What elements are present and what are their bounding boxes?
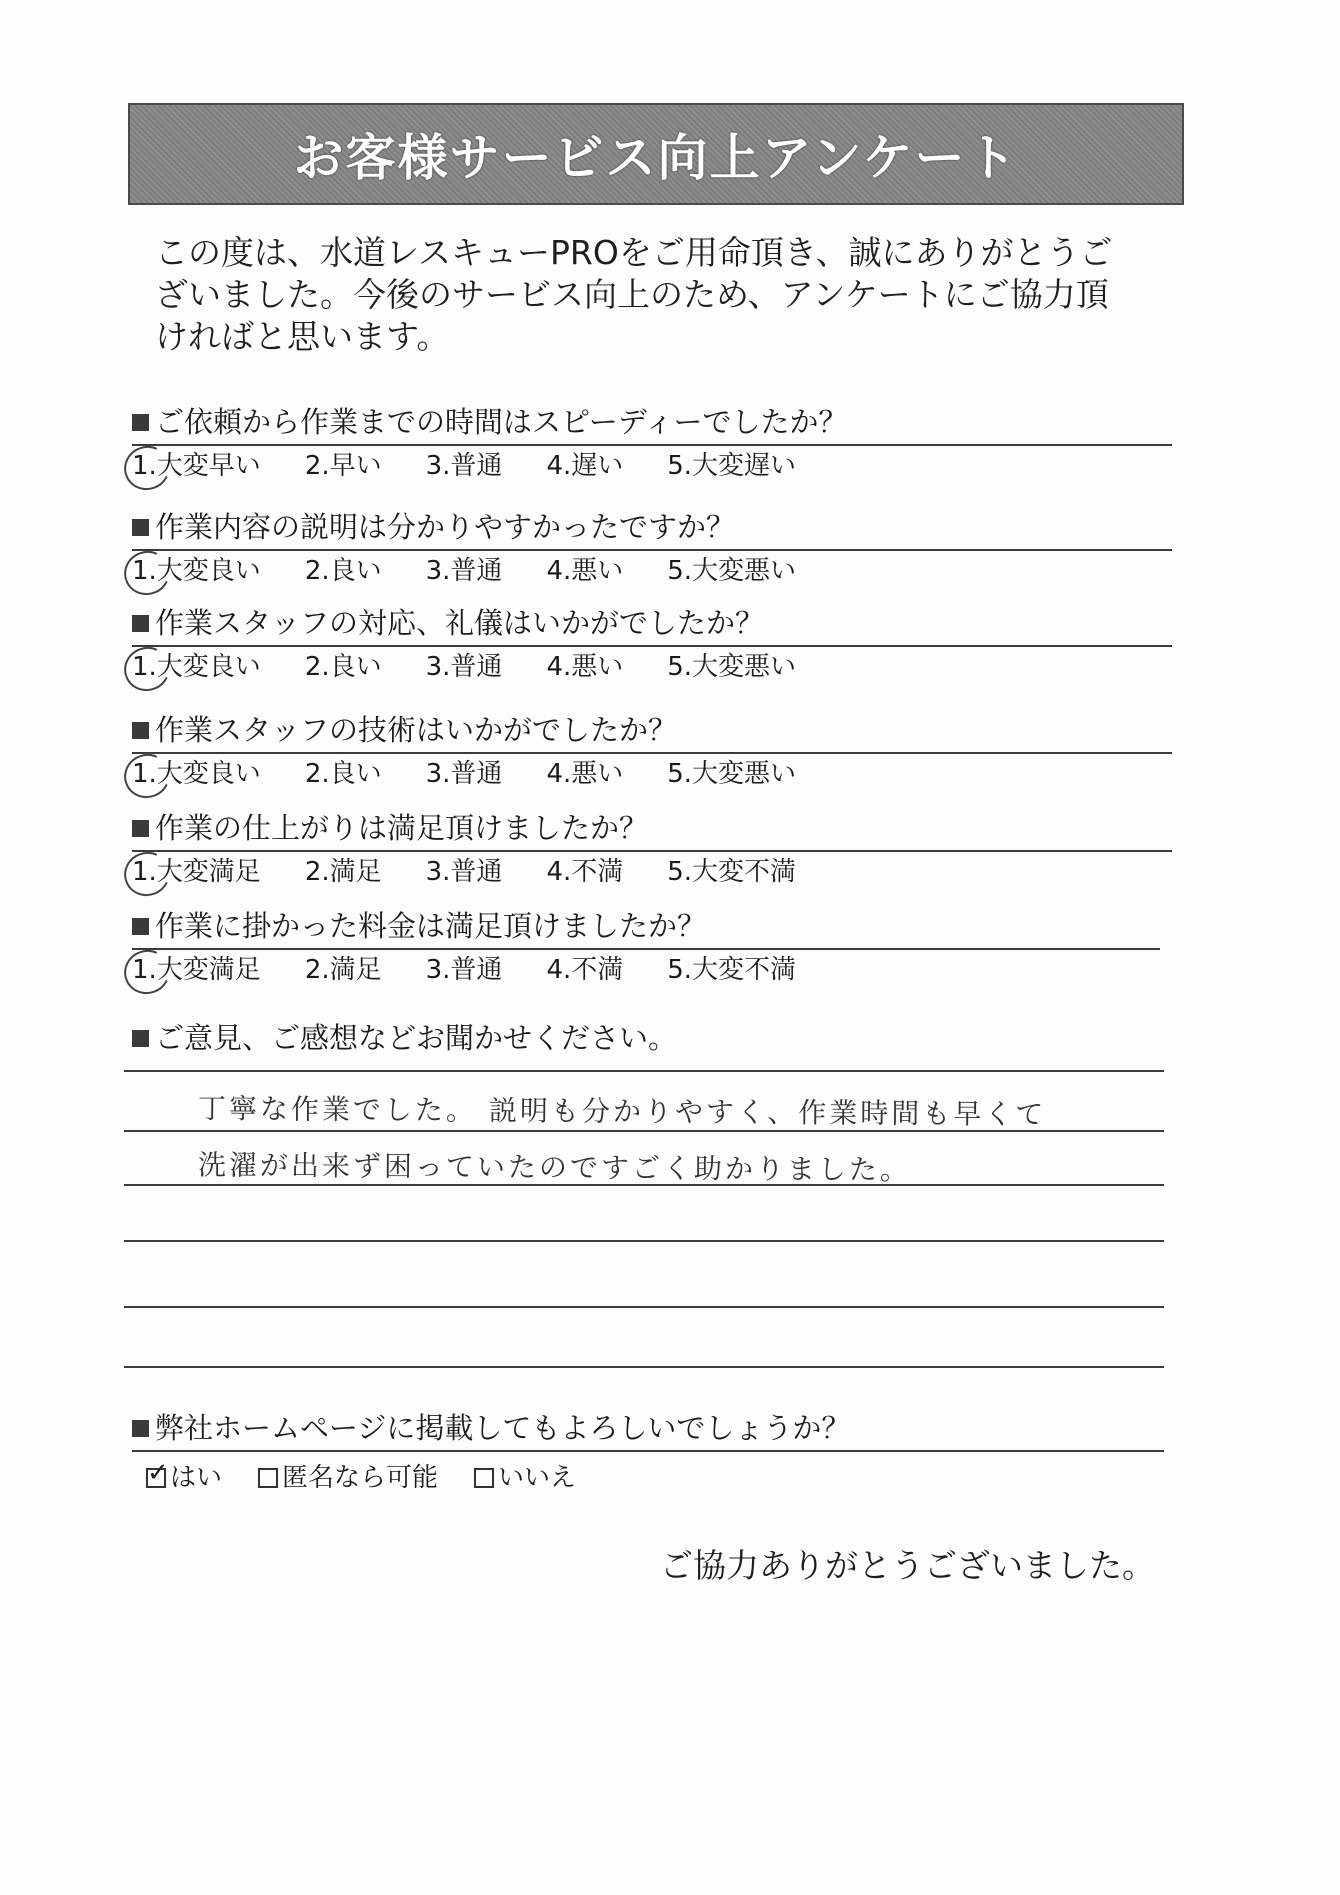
- bullet-square-icon: [132, 722, 149, 739]
- question-3: [132, 603, 1172, 687]
- option-1[interactable]: 1.大変良い: [132, 647, 261, 687]
- option-2[interactable]: 2.良い: [304, 556, 382, 586]
- option-3[interactable]: 3.普通: [425, 652, 503, 682]
- title-banner: [128, 103, 1184, 205]
- answer-options: [132, 754, 1172, 794]
- bullet-square-icon: [132, 615, 149, 632]
- circled-mark-icon: [118, 640, 176, 697]
- checkbox-label: 匿名なら可能: [282, 1463, 439, 1493]
- answer-options: [132, 446, 1172, 486]
- circled-mark-icon: [118, 544, 176, 601]
- checkbox-yes[interactable]: [146, 1460, 222, 1496]
- option-1[interactable]: 1.大変早い: [132, 446, 261, 486]
- option-5[interactable]: 5.大変遅い: [667, 451, 797, 481]
- question-text: 作業に掛かった料金は満足頂けましたか？: [155, 909, 707, 943]
- bullet-square-icon: [132, 519, 149, 536]
- checkbox-no[interactable]: [474, 1460, 576, 1496]
- ruled-line: [124, 1070, 1164, 1072]
- ruled-line: [124, 1240, 1164, 1242]
- checkbox-icon[interactable]: [474, 1468, 494, 1488]
- bullet-square-icon: [132, 1420, 149, 1437]
- bullet-square-icon: [132, 820, 149, 837]
- option-5[interactable]: 5.大変悪い: [667, 652, 797, 682]
- thanks-message: ご協力ありがとうございました。: [660, 1546, 1155, 1585]
- checkbox-label: はい: [170, 1463, 223, 1493]
- permission-heading: 弊社ホームページに掲載してもよろしいでしょうか？: [155, 1411, 851, 1445]
- option-3[interactable]: 3.普通: [425, 556, 503, 586]
- option-4[interactable]: 4.不満: [546, 955, 624, 985]
- handwritten-comment-line-1: 丁寧な作業でした。 説明も分かりやすく、作業時間も早くて: [197, 1092, 1047, 1131]
- comments-heading: ご意見、ご感想などお聞かせください。: [155, 1021, 678, 1055]
- bullet-square-icon: [132, 918, 149, 935]
- checkbox-anonymous[interactable]: [258, 1460, 438, 1496]
- option-1[interactable]: 1.大変良い: [132, 551, 261, 591]
- answer-options: [132, 551, 1172, 591]
- option-4[interactable]: 4.遅い: [546, 451, 624, 481]
- option-3[interactable]: 3.普通: [425, 451, 503, 481]
- option-1[interactable]: 1.大変満足: [132, 950, 261, 990]
- option-2[interactable]: 2.早い: [304, 451, 382, 481]
- option-4[interactable]: 4.悪い: [546, 556, 624, 586]
- option-2[interactable]: 2.満足: [304, 955, 382, 985]
- question-2: [132, 507, 1172, 591]
- option-1[interactable]: 1.大変良い: [132, 754, 261, 794]
- option-3[interactable]: 3.普通: [425, 955, 503, 985]
- ruled-line: [124, 1306, 1164, 1308]
- option-5[interactable]: 5.大変不満: [667, 955, 797, 985]
- circled-mark-icon: [118, 845, 176, 902]
- circled-mark-icon: [118, 943, 176, 1000]
- option-1[interactable]: 1.大変満足: [132, 852, 261, 892]
- answer-options: [132, 950, 1160, 990]
- question-text: 作業スタッフの技術はいかがでしたか？: [155, 713, 678, 747]
- option-2[interactable]: 2.良い: [304, 652, 382, 682]
- checkbox-icon[interactable]: [258, 1468, 278, 1488]
- option-4[interactable]: 4.不満: [546, 857, 624, 887]
- option-3[interactable]: 3.普通: [425, 759, 503, 789]
- option-2[interactable]: 2.満足: [304, 857, 382, 887]
- ruled-line: [124, 1366, 1164, 1368]
- option-5[interactable]: 5.大変悪い: [667, 759, 797, 789]
- bullet-square-icon: [132, 414, 149, 431]
- circled-mark-icon: [118, 747, 176, 804]
- answer-options: [132, 852, 1172, 892]
- question-text: 作業スタッフの対応、礼儀はいかがでしたか？: [155, 606, 765, 640]
- bullet-square-icon: [132, 1030, 149, 1047]
- checkbox-checked-icon[interactable]: ✓: [147, 1458, 169, 1488]
- intro-text: この度は、水道レスキューPROをご用命頂き、誠にありがとうございました。今後のサービス向上のため、アンケートにご協力頂ければと思います。: [155, 233, 1113, 356]
- checkbox-label: いいえ: [498, 1463, 577, 1493]
- option-3[interactable]: 3.普通: [425, 857, 503, 887]
- answer-options: [132, 647, 1172, 687]
- question-5: [132, 808, 1172, 892]
- option-4[interactable]: 4.悪い: [546, 759, 624, 789]
- page-title: お客様サービス向上アンケート: [293, 129, 1019, 187]
- question-1: [132, 402, 1172, 486]
- question-text: ご依頼から作業までの時間はスピーディーでしたか？: [155, 405, 848, 439]
- question-4: [132, 710, 1172, 794]
- option-5[interactable]: 5.大変不満: [667, 857, 797, 887]
- handwritten-comment-line-2: 洗濯が出来ず困っていたのですごく助かりました。: [197, 1148, 912, 1187]
- question-6: [132, 906, 1160, 990]
- permission-options: [146, 1460, 612, 1496]
- permission-section: [132, 1408, 1164, 1452]
- option-4[interactable]: 4.悪い: [546, 652, 624, 682]
- question-text: 作業の仕上がりは満足頂けましたか？: [155, 811, 649, 845]
- comments-section: [132, 1018, 1172, 1060]
- option-5[interactable]: 5.大変悪い: [667, 556, 797, 586]
- question-text: 作業内容の説明は分かりやすかったですか？: [155, 510, 736, 544]
- option-2[interactable]: 2.良い: [304, 759, 382, 789]
- circled-mark-icon: [118, 439, 176, 496]
